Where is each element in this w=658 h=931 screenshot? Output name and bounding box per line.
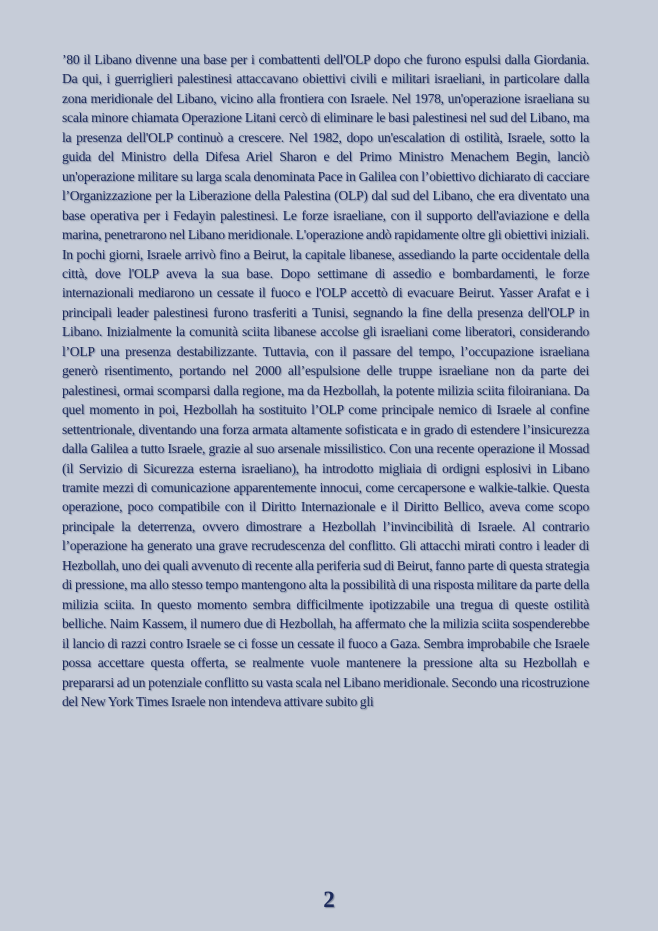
body-paragraph: ’80 il Libano divenne una base per i combattenti dell'OLP dopo che furono espulsi dalla Giordania. Da qui, i guerriglieri palestinesi attaccavano obiettivi civili e militari israeliani, in particolare dalla zona meridionale del Libano, vicino alla frontiera con Israele. Nel 1978, un'operazione israeliana su scala minore chiamata Operazione Litani cercò di eliminare le basi palestinesi nel sud del Libano, ma la presenza dell'OLP continuò a crescere. Nel 1982, dopo un'escalation di ostilità, Israele, sotto la guida del Ministro della Difesa Ariel Sharon e del Primo Ministro Menachem Begin, lanciò un'operazione militare su larga scala denominata Pace in Galilea con l’obiettivo dichiarato di cacciare l’Organizzazione per la Liberazione della Palestina (OLP) dal sud del Libano, che era diventato una base operativa per i Fedayin palestinesi. Le forze israeliane, con il supporto dell'aviazione e della marina, penetrarono nel Libano meridionale. L'operazione andò rapidamente oltre gli obiettivi iniziali. In pochi giorni, Israele arrivò fino a Beirut, la capitale libanese, assediando la parte occidentale della città, dove l'OLP aveva la sua base. Dopo settimane di assedio e bombardamenti, le forze internazionali mediarono un cessate il fuoco e l'OLP accettò di evacuare Beirut. Yasser Arafat e i principali leader palestinesi furono trasferiti a Tunisi, segnando la fine della presenza dell'OLP in Libano. Inizialmente la comunità sciita libanese accolse gli israeliani come liberatori, considerando l’OLP una presenza destabilizzante. Tuttavia, con il passare del tempo, l’occupazione israeliana generò risentimento, portando nel 2000 all’espulsione delle truppe israeliane non da parte dei palestinesi, ormai scomparsi dalla regione, ma da Hezbollah, la potente milizia sciita filoiraniana. Da quel momento in poi, Hezbollah ha sostituito l’OLP come principale nemico di Israele al confine settentrionale, diventando una forza armata altamente sofisticata e in grado di estendere l’insicurezza dalla Galilea a tutto Israele, grazie al suo arsenale missilistico. Con una recente operazione il Mossad (il Servizio di Sicurezza esterna israeliano), ha introdotto migliaia di ordigni esplosivi in Libano tramite mezzi di comunicazione apparentemente innocui, come cercapersone e walkie-talkie. Questa operazione, poco compatibile con il Diritto Internazionale e il Diritto Bellico, aveva come scopo principale la deterrenza, ovvero dimostrare a Hezbollah l’invincibilità di Israele. Al contrario l’operazione ha generato una grave recrudescenza del conflitto. Gli attacchi mirati contro i leader di Hezbollah, uno dei quali avvenuto di recente alla periferia sud di Beirut, fanno parte di questa strategia di pressione, ma allo stesso tempo mantengono alta la possibilità di una risposta militare da parte della milizia sciita. In questo momento sembra difficilmente ipotizzabile una tregua di queste ostilità belliche. Naim Kassem, il numero due di Hezbollah, ha affermato che la milizia sciita sospenderebbe il lancio di razzi contro Israele se ci fosse un cessate il fuoco a Gaza. Sembra improbabile che Israele possa accettare questa offerta, se realmente vuole mantenere la pressione alta su Hezbollah e prepararsi ad un potenziale conflitto su vasta scala nel Libano meridionale. Secondo una ricostruzione del New York Times Israele non intendeva attivare subito gli bbox=[62, 52, 589, 709]
page-number: 2 bbox=[323, 887, 335, 912]
